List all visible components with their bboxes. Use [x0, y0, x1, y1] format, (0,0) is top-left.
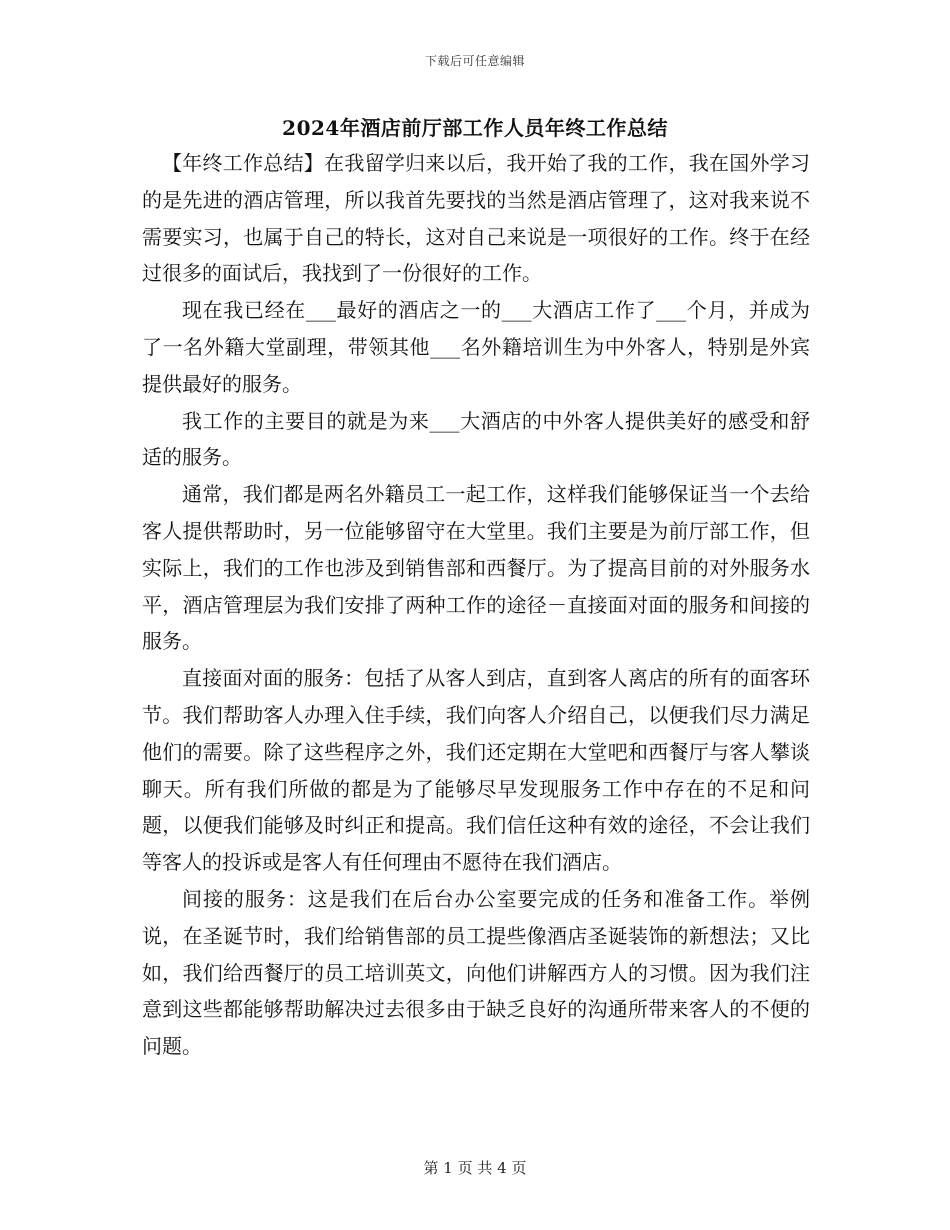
paragraph-work-goal: 我工作的主要目的就是为来___大酒店的中外客人提供美好的感受和舒适的服务。 [142, 408, 810, 470]
paragraph-intro: 【年终工作总结】在我留学归来以后，我开始了我的工作，我在国外学习的是先进的酒店管理，所以我首先要找的当然是酒店管理了，这对我来说不需要实习，也属于自己的特长，这对自己来说是一项很好的工作。终于在经过很多的面试后，我找到了一份很好的工作。 [142, 151, 810, 286]
paragraph-indirect-service: 间接的服务：这是我们在后台办公室要完成的任务和准备工作。举例说，在圣诞节时，我们给销售部的员工提些像酒店圣诞装饰的新想法；又比如，我们给西餐厅的员工培训英文，向他们讲解西方人的习惯。因为我们注意到这些都能够帮助解决过去很多由于缺乏良好的沟通所带来客人的不便的问题。 [142, 886, 810, 1059]
paragraph-work-arrangement: 通常，我们都是两名外籍员工一起工作，这样我们能够保证当一个去给客人提供帮助时，另一位能够留守在大堂里。我们主要是为前厅部工作，但实际上，我们的工作也涉及到销售部和西餐厅。为了提高目前的对外服务水平，酒店管理层为我们安排了两种工作的途径－直接面对面的服务和间接的服务。 [142, 482, 810, 654]
page-number: 第 1 页 共 4 页 [423, 1159, 527, 1177]
header-note: 下载后可任意编辑 [424, 54, 525, 68]
document-title: 2024年酒店前厅部工作人员年终工作总结 [282, 116, 668, 140]
paragraph-direct-service: 直接面对面的服务：包括了从客人到店，直到客人离店的所有的面客环节。我们帮助客人办理入住手续，我们向客人介绍自己，以便我们尽力满足他们的需要。除了这些程序之外，我们还定期在大堂吧和西餐厅与客人攀谈聊天。所有我们所做的都是为了能够尽早发现服务工作中存在的不足和问题，以便我们能够及时纠正和提高。我们信任这种有效的途径，不会让我们等客人的投诉或是客人有任何理由不愿待在我们酒店。 [142, 666, 810, 875]
paragraph-current-position: 现在我已经在___最好的酒店之一的___大酒店工作了___个月，并成为了一名外籍大堂副理，带领其他___名外籍培训生为中外客人，特别是外宾提供最好的服务。 [142, 298, 810, 396]
document-body [142, 145, 810, 1065]
